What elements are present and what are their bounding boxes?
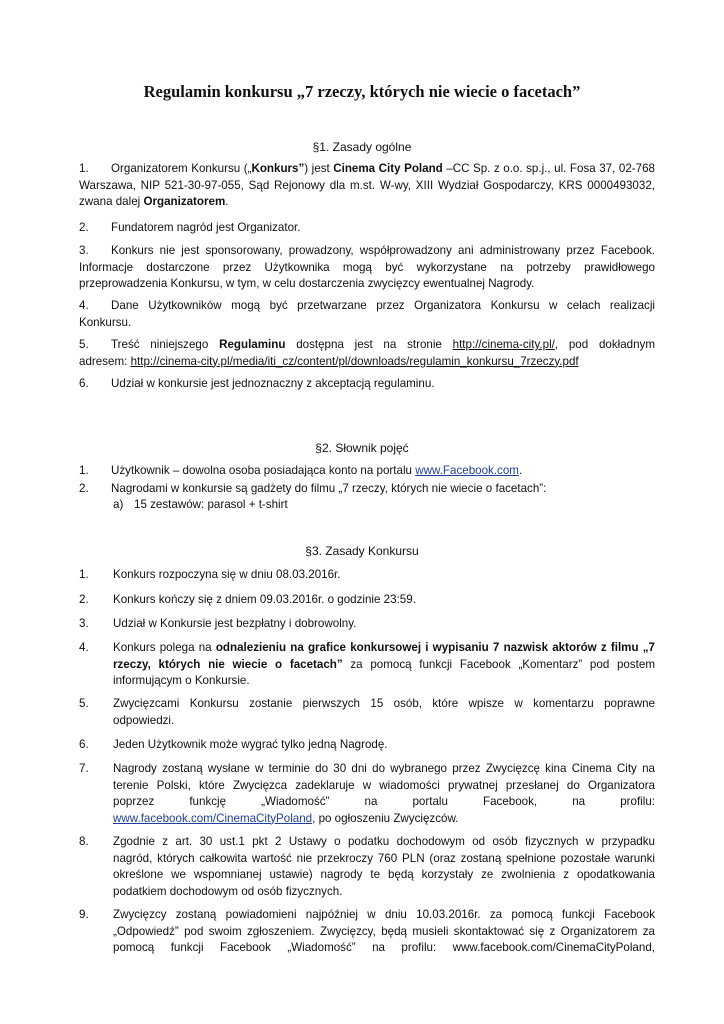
section-3-heading: §3. Zasady Konkursu bbox=[305, 544, 419, 558]
s2-item-1: 1. Użytkownik – dowolna osoba posiadająca konto na portalu www.Facebook.com. bbox=[79, 464, 523, 477]
s3-item-5: 5. Zwycięzcami Konkursu zostanie pierwszych 15 osób, które wpisze w komentarzu poprawne odpowiedzi. bbox=[79, 697, 655, 727]
s3-item-1: 1. Konkurs rozpoczyna się w dniu 08.03.2016r. bbox=[79, 568, 341, 581]
s2-item-2: 2. Nagrodami w konkursie są gadżety do filmu „7 rzeczy, których nie wiecie o facetach”: bbox=[79, 482, 547, 495]
s3-item-6: 6. Jeden Użytkownik może wygrać tylko jedną Nagrodę. bbox=[79, 738, 388, 751]
s3-item-4: 4. Konkurs polega na odnalezieniu na grafice konkursowej i wypisaniu 7 nazwisk aktorów z filmu „7 rzeczy, których nie wiecie o facetach” za pomocą funkcji Facebook „Komentarz” pod postem informującym o Konkursie. bbox=[79, 641, 656, 687]
s3-item-7: 7. Nagrody zostaną wysłane w terminie do 30 dni do wybranego przez Zwycięzcę kina Cinema City na terenie Polski, które Zwycięzca zadeklaruje w wiadomości prywatnej przesłanej do Organizatora poprzez funkcję „Wiadomość” na portalu Facebook, na profilu: www.facebook.com/CinemaCityPoland, po ogłoszeniu Zwycięzców. bbox=[79, 762, 655, 825]
regulamin-pdf-link[interactable]: http://cinema-city.pl/media/iti_cz/content/pl/downloads/regulamin_konkursu_7rzeczy.pdf bbox=[130, 354, 579, 368]
s1-paragraph-3: 3. Konkurs nie jest sponsorowany, prowadzony, współprowadzony ani administrowany przez Facebook. Informacje dostarczone przez Użytkownika mogą być wykorzystane na potrzeby prawidłowego przeprowadzenia Konkursu, w tym, w celu dostarczenia zwycięzcy ewentualnej Nagrody. bbox=[79, 244, 655, 290]
s1-paragraph-6: 6. Udział w konkursie jest jednoznaczny z akceptacją regulaminu. bbox=[79, 377, 435, 390]
section-2-heading: §2. Słownik pojęć bbox=[315, 441, 409, 455]
cinema-city-link[interactable]: http://cinema-city.pl/ bbox=[452, 338, 555, 351]
s1-paragraph-4: 4. Dane Użytkowników mogą być przetwarzane przez Organizatora Konkursu w celach realizacji Konkursu. bbox=[79, 299, 655, 329]
document-title: Regulamin konkursu „7 rzeczy, których nie wiecie o facetach” bbox=[143, 82, 581, 101]
s3-item-2: 2. Konkurs kończy się z dniem 09.03.2016r. o godzinie 23:59. bbox=[79, 593, 416, 606]
s3-item-8: 8. Zgodnie z art. 30 ust.1 pkt 2 Ustawy o podatku dochodowym od osób fizycznych w przypadku nagród, których całkowita wartość nie przekroczy 760 PLN (oraz zostaną spełnione pozostałe warunki określone we wspomnianej ustawie) nagrody te będą korzystały ze zwolnienia z opodatkowania podatkiem dochodowym od osób fizycznych. bbox=[79, 835, 655, 898]
s1-paragraph-5: 5. Treść niniejszego Regulaminu dostępna jest na stronie http://cinema-city.pl/, pod dokładnym adresem: http://cinema-city.pl/media/iti_cz/content/pl/downloads/regulamin_konkursu_7rzeczy.pdf bbox=[79, 338, 656, 368]
s2-sub-item-a: a) 15 zestawów: parasol + t-shirt bbox=[113, 498, 288, 511]
section-1-heading: §1. Zasady ogólne bbox=[312, 140, 412, 154]
s1-paragraph-2: 2. Fundatorem nagród jest Organizator. bbox=[79, 221, 301, 234]
facebook-link[interactable]: www.Facebook.com bbox=[415, 464, 519, 477]
s1-paragraph-1: 1. Organizatorem Konkursu („Konkurs”) jest Cinema City Poland –CC Sp. z o.o. sp.j., ul. Fosa 37, 02-768 Warszawa, NIP 521-30-97-055, Sąd Rejonowy dla m.st. W-wy, XIII Wydział Gospodarczy, KRS 0000493032, zwana dalej Organizatorem. bbox=[79, 162, 655, 208]
cinemacity-facebook-profile-link[interactable]: www.facebook.com/CinemaCityPoland bbox=[113, 811, 313, 825]
s3-item-3: 3. Udział w Konkursie jest bezpłatny i dobrowolny. bbox=[79, 617, 357, 630]
s3-item-9: 9. Zwycięzcy zostaną powiadomieni najpóźniej w dniu 10.03.2016r. za pomocą funkcji Facebook „Odpowiedź” pod swoim zgłoszeniem. Zwycięzcy, będą musieli skontaktować się z Organizatorem za pomocą funkcji Facebook „Wiadomość” na profilu: www.facebook.com/CinemaCityPoland, bbox=[79, 908, 655, 954]
